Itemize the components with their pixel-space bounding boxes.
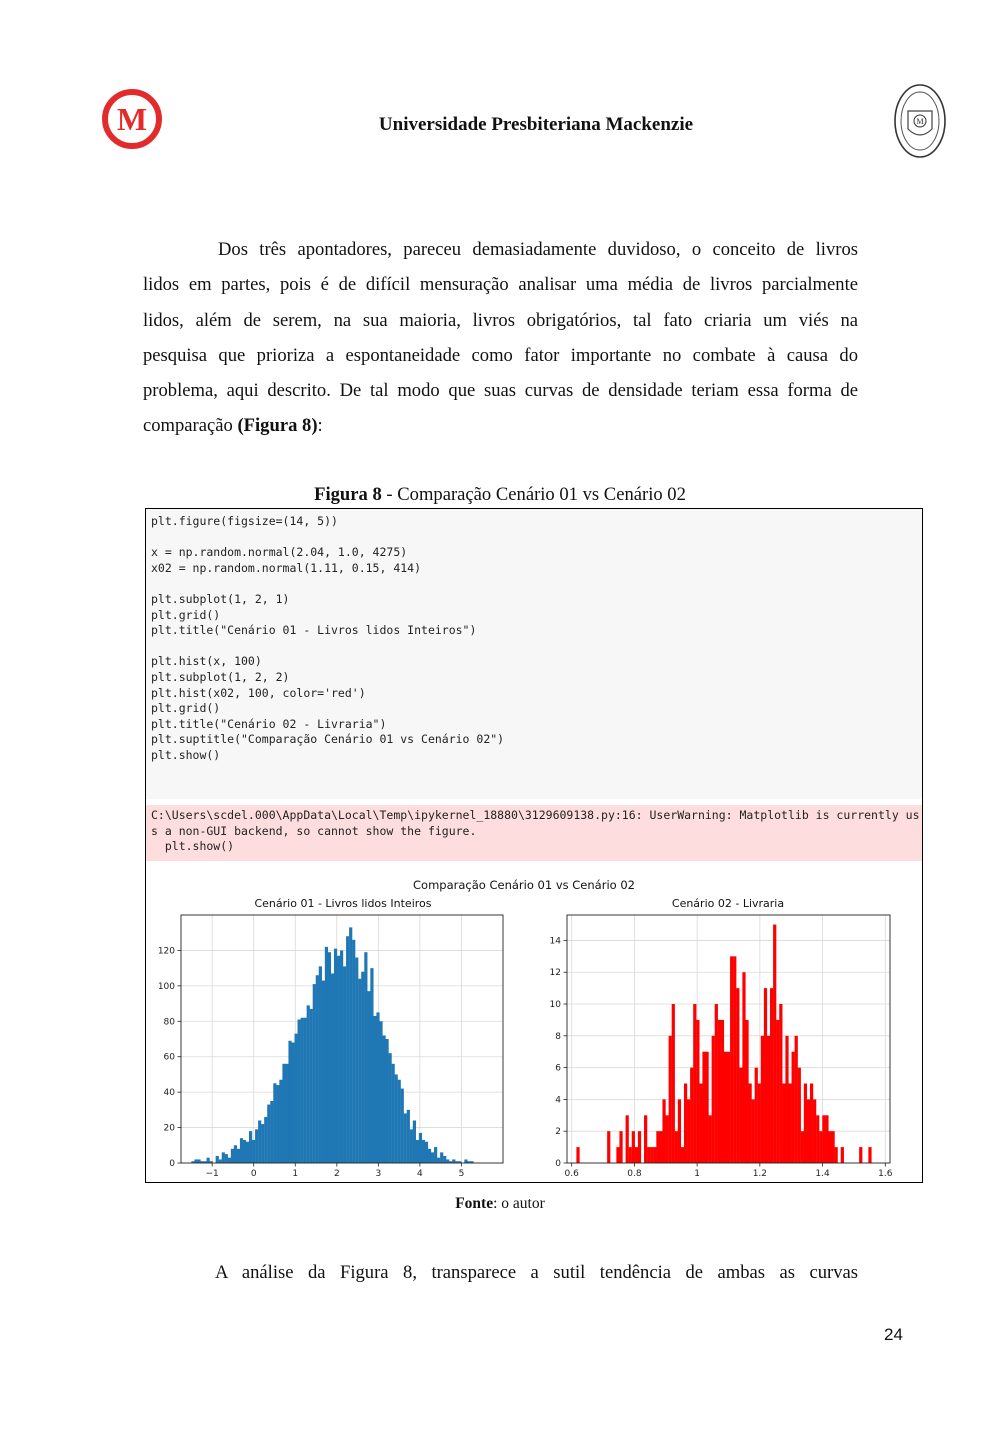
histogram-bar (216, 1156, 219, 1163)
code-line (151, 592, 922, 608)
histogram-bar (792, 1052, 795, 1163)
histogram-bar (705, 1052, 708, 1163)
histogram-bar (422, 1140, 425, 1163)
university-seal (893, 83, 947, 159)
histogram-bar (352, 940, 355, 1163)
histogram-bar (761, 1036, 764, 1163)
histogram-bar (675, 1131, 678, 1163)
code-text: plt.subplot(1, 2, 2) (151, 669, 290, 684)
histogram-bar (626, 1115, 629, 1163)
chart-title-right: Cenário 02 - Livraria (671, 897, 785, 910)
histogram-bar (678, 1099, 681, 1163)
histogram-bar (273, 1083, 276, 1163)
histogram-bar (288, 1041, 291, 1163)
histogram-bar (690, 1068, 693, 1163)
histogram-bar (681, 1147, 684, 1163)
histogram-bar (270, 1101, 273, 1163)
histogram-bar (307, 1005, 310, 1163)
chart-suptitle: Comparação Cenário 01 vs Cenário 02 (413, 878, 635, 892)
histogram-bar (346, 936, 349, 1163)
histogram-bar (264, 1117, 267, 1163)
histogram-bar (607, 1131, 610, 1163)
histogram-bar (739, 1068, 742, 1163)
code-text: plt.title("Cenário 01 - Livros lidos Inteiros") (151, 623, 477, 638)
y-tick-label: 60 (163, 1052, 175, 1063)
histogram-bar (801, 1131, 804, 1163)
histogram-bar (337, 956, 340, 1163)
histogram-bar (410, 1129, 413, 1163)
histogram-bar (401, 1089, 404, 1163)
y-tick-label: 10 (549, 1000, 561, 1011)
code-line (151, 732, 922, 748)
histogram-bar (298, 1020, 301, 1163)
university-name: Universidade Presbiteriana Mackenzie (378, 114, 694, 135)
histogram-bar (355, 958, 358, 1163)
histogram-bar (316, 975, 319, 1163)
histogram-bar (819, 1131, 822, 1163)
x-tick-label: −1 (205, 1169, 219, 1179)
x-tick-label: 0.6 (564, 1169, 579, 1179)
histogram-bar (758, 1084, 761, 1163)
y-tick-label: 100 (157, 981, 175, 992)
code-line (151, 639, 922, 655)
histogram-bar (721, 1020, 724, 1163)
y-tick-label: 12 (549, 968, 561, 979)
histogram-bar (258, 1120, 261, 1163)
histogram-bar (343, 966, 346, 1163)
histogram-bar (752, 1099, 755, 1163)
histogram-bar (240, 1138, 243, 1163)
code-cell (146, 509, 922, 799)
y-tick-label: 4 (555, 1095, 561, 1106)
histogram-bar (279, 1080, 282, 1163)
x-tick-label: 5 (458, 1169, 465, 1179)
figure-title: - Comparação Cenário 01 vs Cenário 02 (381, 484, 686, 505)
x-tick-label: 0.8 (627, 1169, 642, 1179)
histogram-bar (261, 1124, 264, 1163)
histogram-bar (325, 947, 328, 1163)
histogram-bar (237, 1149, 240, 1163)
code-line (151, 576, 922, 592)
warning-output (146, 805, 922, 861)
code-line (151, 561, 922, 577)
code-line (151, 686, 922, 702)
code-line (151, 514, 922, 530)
histogram-bar (434, 1147, 437, 1163)
histogram-bar (724, 1052, 727, 1163)
histogram-bar (340, 950, 343, 1163)
figure-caption (0, 484, 1000, 506)
paragraph-line: Dos três apontadores, pareceu demasiadamente duvidoso, o conceito de livros (218, 239, 858, 260)
histogram-bar (197, 1159, 200, 1163)
code-text: x02 = np.random.normal(1.11, 0.15, 414) (151, 560, 422, 575)
histogram-bar (828, 1131, 831, 1163)
histogram-bar (715, 1004, 718, 1163)
code-line (151, 545, 922, 561)
histogram-bar (770, 988, 773, 1163)
histogram-bar (313, 984, 316, 1163)
x-tick-label: 1 (292, 1169, 299, 1179)
histogram-bar (804, 1084, 807, 1163)
histogram-bar (194, 1159, 197, 1163)
histogram-bar (656, 1131, 659, 1163)
code-text: x = np.random.normal(2.04, 1.0, 4275) (151, 545, 408, 560)
code-text: plt.suptitle("Comparação Cenário 01 vs Cenário 02") (151, 732, 505, 747)
x-tick-label: 1 (694, 1169, 701, 1179)
histogram-bar (773, 925, 776, 1163)
histogram-bar (835, 1147, 838, 1163)
histogram-bar (334, 949, 337, 1163)
warning-line: C:\Users\scdel.000\AppData\Local\Temp\ipykernel_18880\3129609138.py:16: UserWarning: Matplotlib is currently us (151, 808, 920, 822)
histogram-bar (709, 1115, 712, 1163)
histogram-bar (243, 1140, 246, 1163)
paragraph-line: problema, aqui descrito. De tal modo que suas curvas de densidade teriam essa forma de (143, 380, 858, 402)
y-tick-label: 6 (555, 1063, 561, 1074)
histogram-bar (379, 1021, 382, 1163)
histogram-bar (619, 1131, 622, 1163)
histogram-bar (733, 956, 736, 1163)
paragraph-line (143, 408, 858, 443)
histogram-bar (389, 1053, 392, 1163)
histogram-bar (813, 1099, 816, 1163)
histogram-figure (146, 867, 922, 1183)
histogram-bar (782, 1084, 785, 1163)
histogram-bar (301, 1018, 304, 1163)
histogram-bar (632, 1131, 635, 1163)
figure-label: Figura 8 (314, 484, 382, 505)
histogram-bar (207, 1158, 210, 1163)
histogram-bar (647, 1147, 650, 1163)
histogram-bar (712, 1036, 715, 1163)
histogram-bar (404, 1113, 407, 1163)
x-tick-label: 1.4 (815, 1169, 830, 1179)
histogram-bar (419, 1133, 422, 1163)
histogram-bar (252, 1140, 255, 1163)
histogram-bar (764, 988, 767, 1163)
histogram-bar (276, 1085, 279, 1163)
y-tick-label: 80 (163, 1017, 175, 1028)
y-tick-label: 8 (555, 1031, 561, 1042)
histogram-bar (576, 1147, 579, 1163)
histogram-bar (718, 1020, 721, 1163)
histogram-bar (331, 973, 334, 1163)
code-text: plt.grid() (151, 701, 221, 716)
histogram-bar (644, 1115, 647, 1163)
source-label: Fonte (455, 1195, 494, 1212)
histogram-bar (629, 1147, 632, 1163)
histogram-bar (767, 1036, 770, 1163)
code-text: plt.show() (151, 747, 221, 762)
paragraph-text: comparação (143, 415, 238, 437)
code-line (151, 717, 922, 733)
page-number: 24 (884, 1325, 903, 1344)
histogram-bar (319, 966, 322, 1163)
histogram-bar (386, 1039, 389, 1163)
histogram-bar (666, 1115, 669, 1163)
code-text: plt.subplot(1, 2, 1) (151, 591, 290, 606)
histogram-bar (653, 1147, 656, 1163)
figure-box (145, 508, 923, 1183)
code-line (151, 670, 922, 686)
histogram-bar (428, 1149, 431, 1163)
code-line (151, 701, 922, 717)
histogram-bar (672, 1004, 675, 1163)
histogram-bar (398, 1080, 401, 1163)
histogram-bar (443, 1156, 446, 1163)
histogram-bar (696, 1020, 699, 1163)
histogram-bar (810, 1084, 813, 1163)
histogram-bar (687, 1099, 690, 1163)
histogram-bar (310, 1009, 313, 1163)
y-tick-label: 20 (163, 1123, 175, 1134)
histogram-bar (431, 1152, 434, 1163)
histogram-bar (779, 1004, 782, 1163)
figure-reference: (Figura 8) (237, 415, 318, 437)
histogram-bar (822, 1115, 825, 1163)
histogram-bar (795, 1036, 798, 1163)
x-tick-label: 4 (417, 1169, 423, 1179)
histogram-bar (246, 1142, 249, 1163)
x-tick-label: 3 (375, 1169, 382, 1179)
histogram-bar (831, 1131, 834, 1163)
histogram-bar (395, 1074, 398, 1163)
histogram-bar (798, 1068, 801, 1163)
histogram-bar (662, 1099, 665, 1163)
histogram-bar (222, 1152, 225, 1163)
code-text: plt.title("Cenário 02 - Livraria") (151, 716, 387, 731)
histogram-bar (234, 1145, 237, 1163)
y-tick-label: 2 (555, 1127, 561, 1138)
histogram-bar (225, 1154, 228, 1163)
histogram-bar (650, 1147, 653, 1163)
body-paragraph-2: A análise da Figura 8, transparece a sutil tendência de ambas as curvas (215, 1262, 858, 1283)
histogram-bar (699, 1084, 702, 1163)
histogram-bar (282, 1064, 285, 1163)
x-tick-label: 1.2 (752, 1169, 768, 1179)
histogram-bar (413, 1120, 416, 1163)
histogram-bar (249, 1131, 252, 1163)
histogram-bar (638, 1131, 641, 1163)
histogram-bar (635, 1147, 638, 1163)
histogram-bar (267, 1105, 270, 1163)
y-tick-label: 0 (169, 1159, 175, 1169)
histogram-bar (693, 1004, 696, 1163)
seal-letter: M (916, 117, 924, 126)
code-text: plt.hist(x02, 100, color='red') (151, 685, 366, 700)
histogram-bar (730, 956, 733, 1163)
paragraph-line: lidos, além de serem, na sua maioria, livros obrigatórios, tal fato criaria um viés na (143, 309, 858, 331)
histogram-bar (440, 1152, 443, 1163)
y-tick-label: 0 (555, 1159, 561, 1169)
chart-title-left: Cenário 01 - Livros lidos Inteiros (254, 897, 432, 910)
histogram-bar (745, 1020, 748, 1163)
histogram-bar (437, 1158, 440, 1163)
histogram-bar (228, 1158, 231, 1163)
y-tick-label: 120 (157, 946, 175, 957)
source-text: : o autor (493, 1195, 545, 1212)
code-text: plt.grid() (151, 607, 221, 622)
x-tick-label: 2 (333, 1169, 340, 1179)
code-line (151, 654, 922, 670)
histogram-bar (285, 1064, 288, 1163)
code-text: plt.figure(figsize=(14, 5)) (151, 514, 338, 528)
histogram-bar (295, 1034, 298, 1163)
y-tick-label: 40 (163, 1088, 175, 1099)
histogram-bar (349, 927, 352, 1163)
histogram-bar (807, 1099, 810, 1163)
histogram-bar (446, 1159, 449, 1163)
histogram-bar (659, 1131, 662, 1163)
code-text: plt.hist(x, 100) (151, 654, 262, 669)
paragraph-line: pesquisa que prioriza a espontaneidade como fator importante no combate à causa do (143, 344, 858, 366)
histogram-bar (425, 1142, 428, 1163)
histogram-bar (788, 1084, 791, 1163)
histogram-bar (727, 1052, 730, 1163)
logo-letter: M (116, 101, 148, 137)
code-line (151, 608, 922, 624)
histogram-bar (684, 1084, 687, 1163)
histogram-bar (742, 972, 745, 1163)
histogram-bar (868, 1147, 871, 1163)
histogram-bar (464, 1159, 467, 1163)
histogram-bar (364, 952, 367, 1163)
code-line (151, 748, 922, 764)
code-line (151, 530, 922, 546)
histogram-bar (776, 1020, 779, 1163)
histogram-bar (373, 1016, 376, 1163)
x-tick-label: 1.6 (878, 1169, 893, 1179)
histogram-bar (291, 1043, 294, 1163)
histogram-bar (407, 1110, 410, 1163)
warning-line: plt.show() (151, 839, 235, 854)
histogram-bar (367, 991, 370, 1163)
body-paragraph-1 (143, 232, 858, 444)
histogram-bar (749, 1084, 752, 1163)
code-line (151, 623, 922, 639)
histogram-bar (361, 972, 364, 1163)
histogram-bar (669, 1036, 672, 1163)
histogram-bar (616, 1147, 619, 1163)
histogram-bar (358, 979, 361, 1163)
histogram-bar (231, 1149, 234, 1163)
histogram-bar (859, 1147, 862, 1163)
histogram-bar (841, 1147, 844, 1163)
histogram-bar (736, 988, 739, 1163)
y-tick-label: 14 (549, 936, 561, 947)
histogram-bar (755, 1068, 758, 1163)
histogram-bar (702, 1052, 705, 1163)
paragraph-text: : (317, 415, 323, 437)
histogram-bar (328, 952, 331, 1163)
histogram-bar (416, 1140, 419, 1163)
histogram-bar (816, 1115, 819, 1163)
histogram-bar (392, 1064, 395, 1163)
histogram-bar (376, 1012, 379, 1163)
histogram-bar (825, 1115, 828, 1163)
histogram-bar (382, 1035, 385, 1163)
histogram-bar (322, 981, 325, 1163)
warning-line: s a non-GUI backend, so cannot show the figure. (151, 823, 477, 838)
histogram-bar (370, 968, 373, 1163)
histogram-bar (255, 1129, 258, 1163)
histogram-bar (219, 1159, 222, 1163)
histogram-bar (785, 1036, 788, 1163)
figure-source (0, 1195, 1000, 1213)
histogram-bar (452, 1159, 455, 1163)
histogram-bar (304, 1018, 307, 1163)
paragraph-line: lidos em partes, pois é de difícil mensuração analisar uma média de livros parcialmente (143, 274, 858, 296)
x-tick-label: 0 (250, 1169, 257, 1179)
